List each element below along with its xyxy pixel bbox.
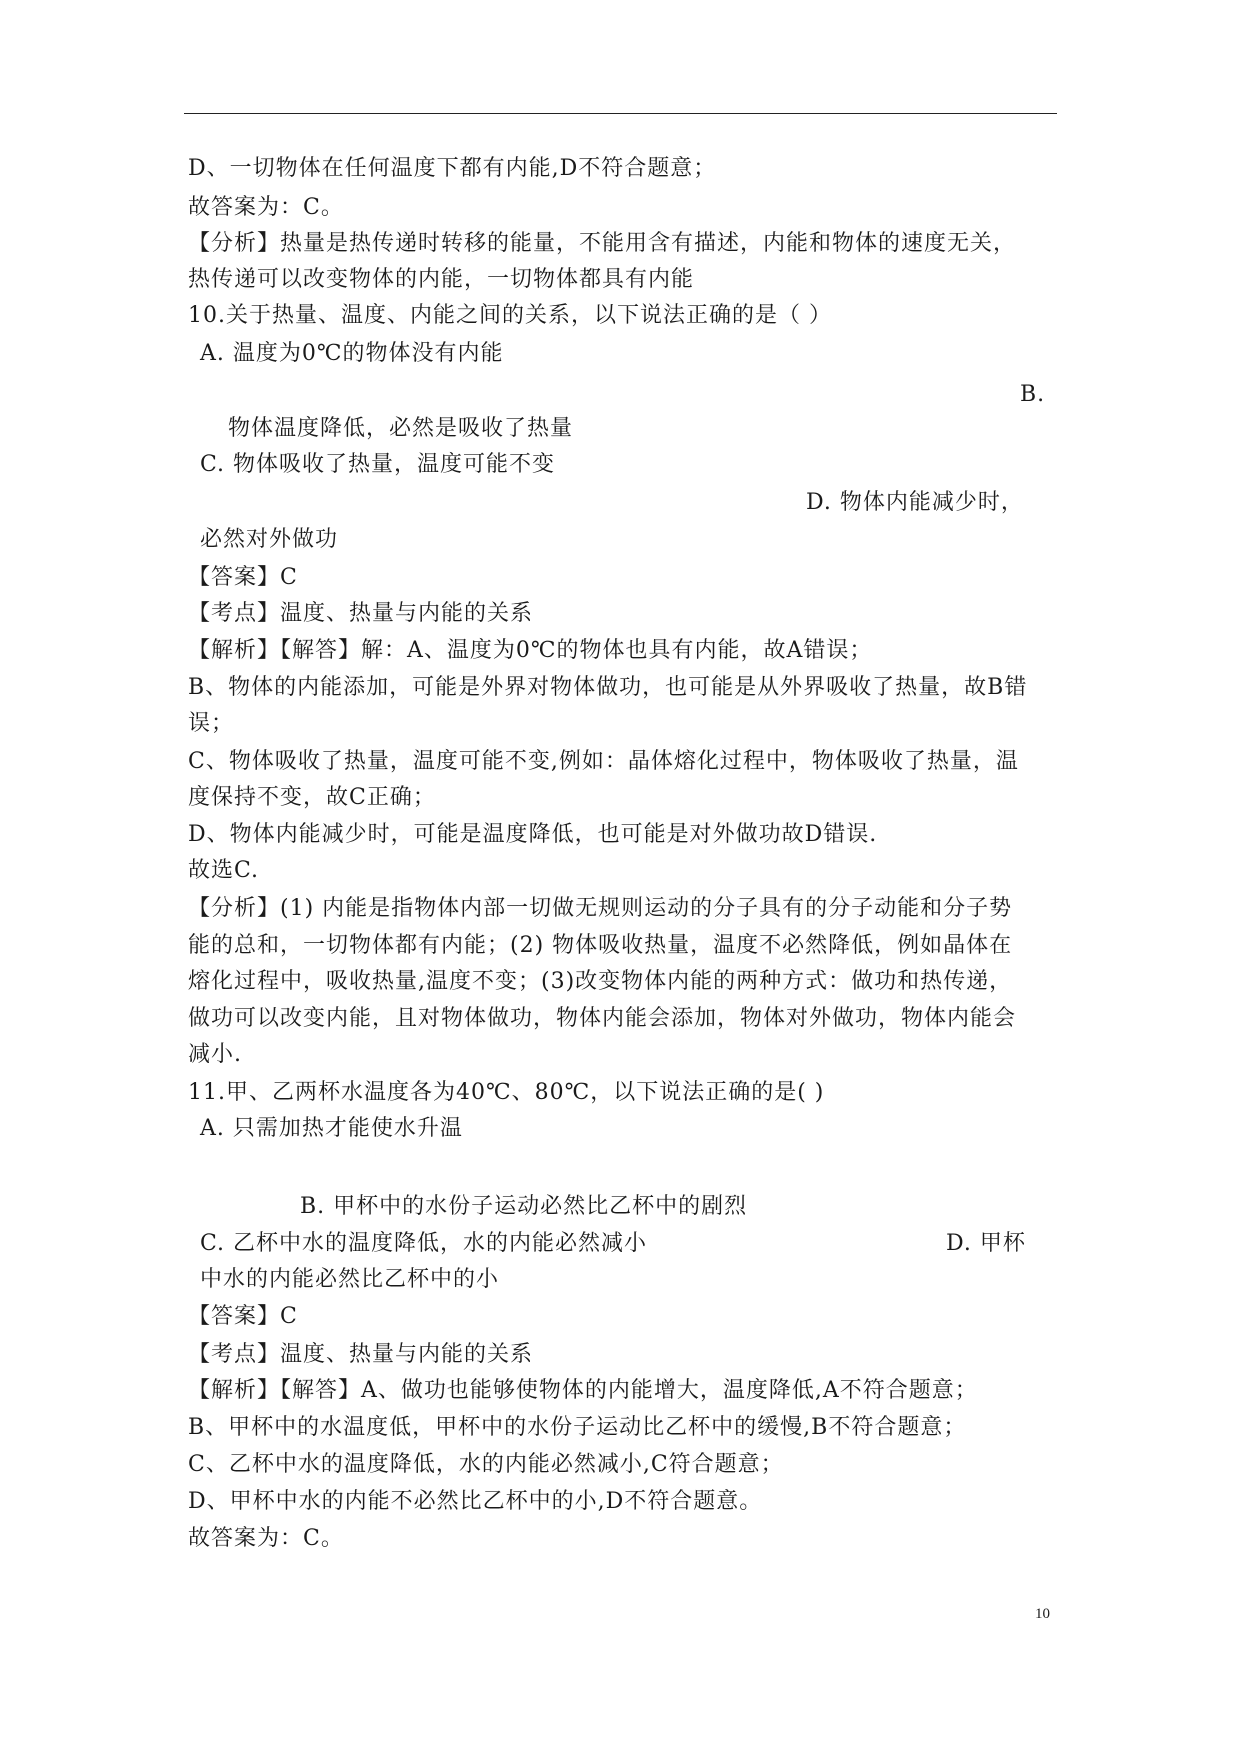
option-b: B. 甲杯中的水份子运动必然比乙杯中的剧烈	[300, 1194, 748, 1219]
text-line: 做功可以改变内能，且对物体做功，物体内能会添加，物体对外做功，物体内能会	[188, 1006, 1017, 1031]
option-a: A. 只需加热才能使水升温	[200, 1116, 463, 1141]
text-line: C、物体吸收了热量，温度可能不变,例如：晶体熔化过程中，物体吸收了热量，温	[188, 749, 1019, 774]
text-line: 熔化过程中，吸收热量,温度不变；(3)改变物体内能的两种方式：做功和热传递，	[188, 969, 1013, 994]
text-line: 【解析】【解答】解：A、温度为0℃的物体也具有内能，故A错误；	[188, 638, 873, 663]
option-b-text: 物体温度降低，必然是吸收了热量	[228, 416, 574, 441]
option-c: C. 乙杯中水的温度降低，水的内能必然减小	[200, 1231, 648, 1256]
text-line: 故答案为：C。	[188, 195, 344, 220]
option-b-label: B.	[1020, 382, 1046, 407]
text-line: D、物体内能减少时，可能是温度降低，也可能是对外做功故D错误.	[188, 822, 878, 847]
option-a: A. 温度为0℃的物体没有内能	[200, 341, 504, 366]
text-line: 热传递可以改变物体的内能，一切物体都具有内能	[188, 267, 695, 292]
text-line: 减小.	[188, 1042, 242, 1067]
text-line: 【解析】【解答】A、做功也能够使物体的内能增大，温度降低,A不符合题意；	[188, 1378, 978, 1403]
text-line: 【分析】(1) 内能是指物体内部一切做无规则运动的分子具有的分子动能和分子势	[188, 896, 1013, 921]
header-rule	[184, 113, 1057, 114]
text-line: 度保持不变，故C正确；	[188, 785, 436, 810]
text-line: 能的总和，一切物体都有内能；(2) 物体吸收热量，温度不必然降低，例如晶体在	[188, 933, 1013, 958]
text-line: B、物体的内能添加，可能是外界对物体做功，也可能是从外界吸收了热量，故B错	[188, 675, 1028, 700]
text-line: 故选C.	[188, 858, 260, 883]
option-d: D. 甲杯	[946, 1231, 1026, 1256]
text-line: D、一切物体在任何温度下都有内能,D不符合题意；	[188, 156, 717, 181]
option-c: C. 物体吸收了热量，温度可能不变	[200, 452, 556, 477]
question-title: 11.甲、乙两杯水温度各为40℃、80℃，以下说法正确的是( )	[188, 1080, 825, 1105]
option-d-cont: 中水的内能必然比乙杯中的小	[200, 1267, 500, 1292]
answer-line: 【答案】C	[188, 1304, 298, 1329]
text-line: D、甲杯中水的内能不必然比乙杯中的小,D不符合题意。	[188, 1489, 763, 1514]
text-line: 【分析】热量是热传递时转移的能量，不能用含有描述，内能和物体的速度无关，	[188, 231, 1017, 256]
page-number: 10	[1035, 1606, 1050, 1622]
text-line: C、乙杯中水的温度降低，水的内能必然减小,C符合题意；	[188, 1452, 784, 1477]
option-d-cont: 必然对外做功	[200, 527, 339, 552]
topic-line: 【考点】温度、热量与内能的关系	[188, 1342, 534, 1367]
option-d: D. 物体内能减少时，	[806, 490, 1024, 515]
topic-line: 【考点】温度、热量与内能的关系	[188, 601, 534, 626]
text-line: 误；	[188, 711, 235, 736]
text-line: B、甲杯中的水温度低，甲杯中的水份子运动比乙杯中的缓慢,B不符合题意；	[188, 1415, 967, 1440]
answer-line: 【答案】C	[188, 565, 298, 590]
question-title: 10.关于热量、温度、内能之间的关系，以下说法正确的是（ ）	[188, 303, 832, 328]
text-line: 故答案为：C。	[188, 1526, 344, 1551]
